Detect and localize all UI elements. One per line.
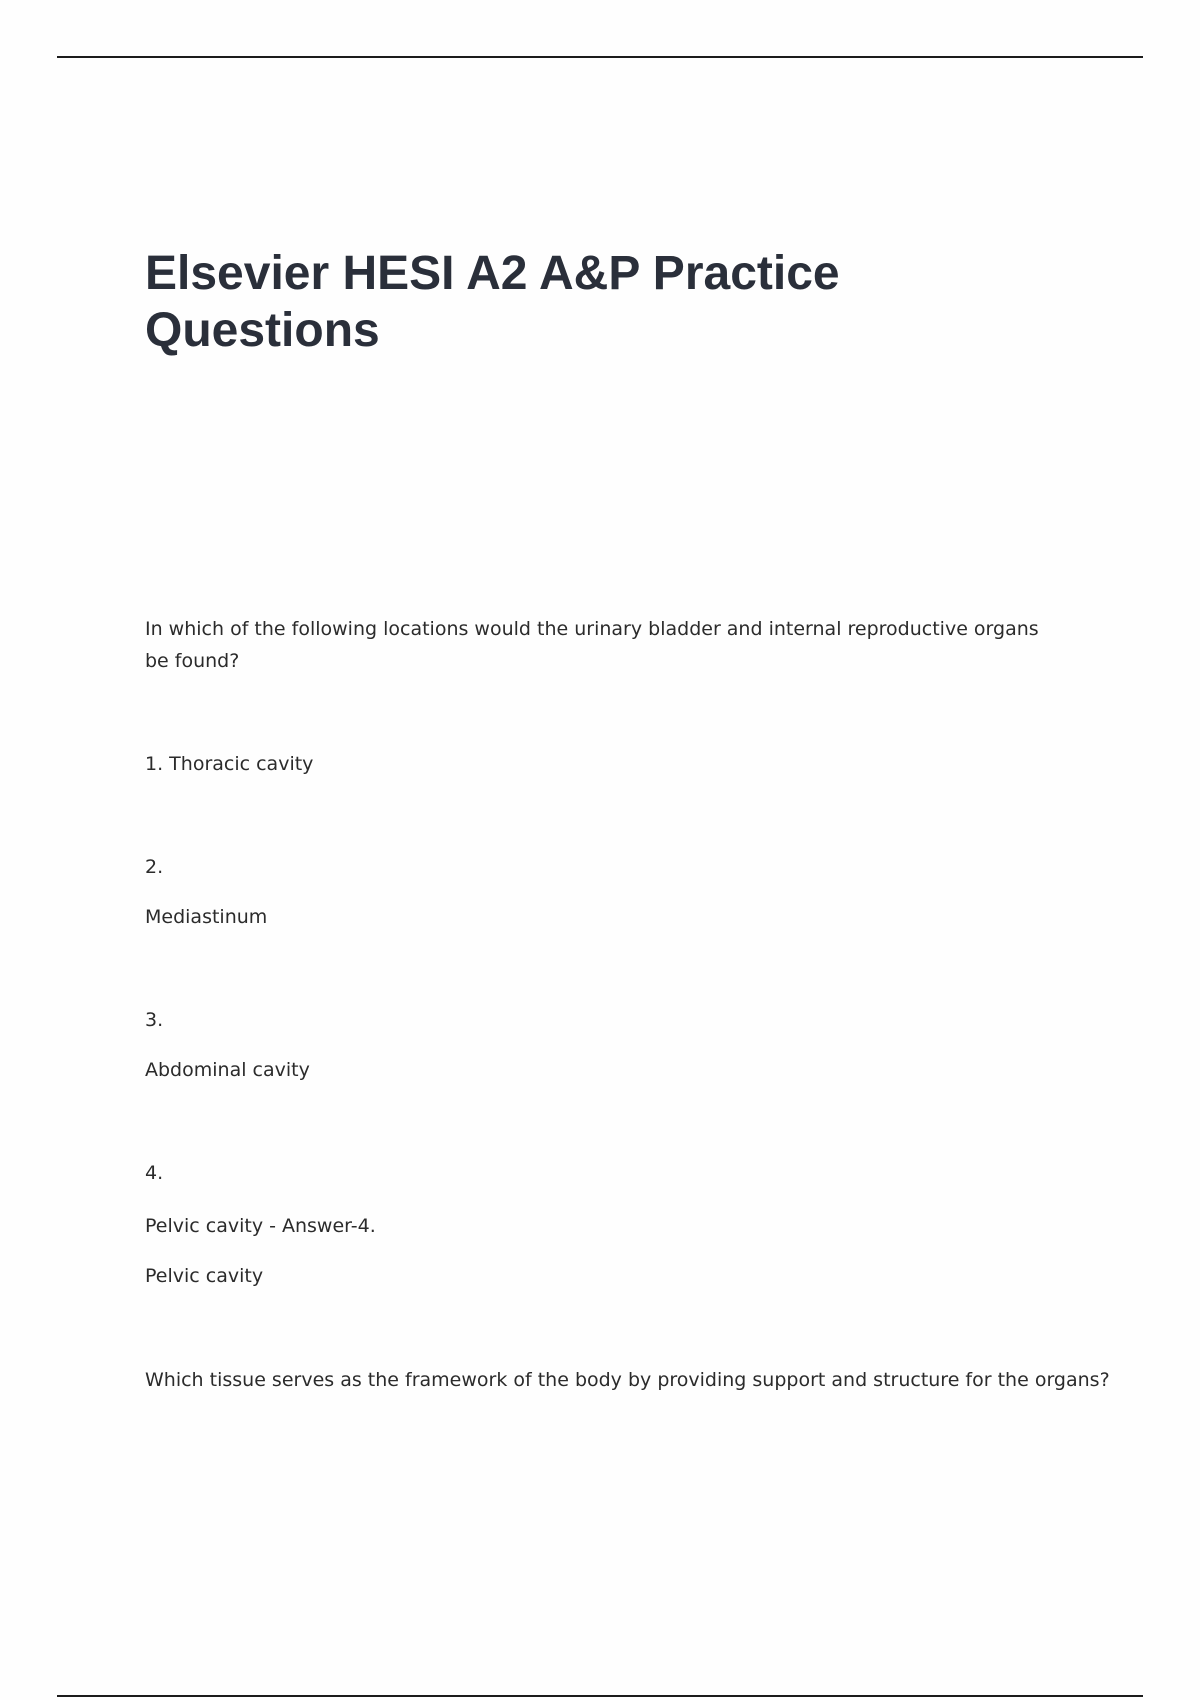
question-1-option-4-text: Pelvic cavity - Answer-4.	[145, 1215, 376, 1237]
question-2-prompt: Which tissue serves as the framework of the body by providing support and structure for the organs?	[145, 1369, 1110, 1391]
question-1-option-3-number: 3.	[145, 1009, 164, 1031]
question-1-prompt: In which of the following locations would the urinary bladder and internal reproductive organs be found?	[145, 618, 1039, 672]
question-1-option-2-number: 2.	[145, 856, 164, 878]
document-title-line-2: Questions	[145, 304, 380, 357]
header-rule	[57, 56, 1143, 58]
question-1-option-1: 1. Thoracic cavity	[145, 753, 314, 775]
question-1-option-4-number: 4.	[145, 1162, 164, 1184]
question-1-option-3-text: Abdominal cavity	[145, 1059, 310, 1081]
question-1-answer: Pelvic cavity	[145, 1265, 264, 1287]
question-1-option-2-text: Mediastinum	[145, 906, 268, 928]
document-title-line-1: Elsevier HESI A2 A&P Practice	[145, 247, 840, 300]
document-title	[145, 245, 1045, 359]
footer-rule	[57, 1695, 1143, 1697]
